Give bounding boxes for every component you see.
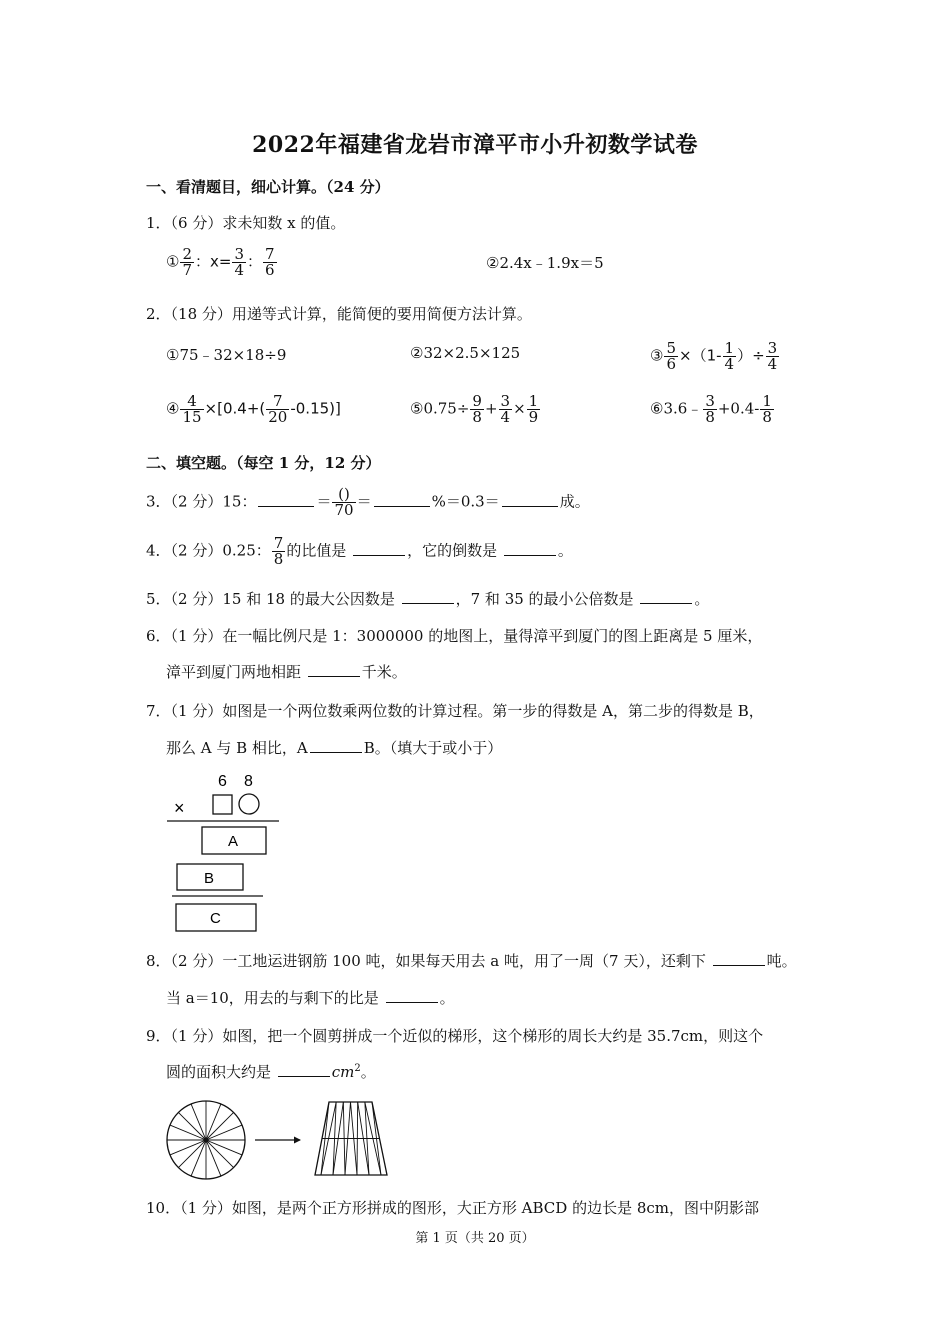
q2-part2: ②32×2.5×125 (410, 344, 521, 362)
circle-to-trapezoid-figure (163, 1093, 395, 1183)
answer-blank[interactable] (386, 987, 438, 1003)
sector-line (178, 1140, 206, 1168)
question-4: 4．（2 分）0.25： $\frac{7}{8}$ 的比值是 ，它的倒数是 。 (146, 534, 573, 568)
question-5: 5．（2 分）15 和 18 的最大公因数是 ，7 和 35 的最小公倍数是 。 (146, 590, 710, 608)
q1-part2: ②2.4x﹣1.9x＝5 (486, 254, 604, 272)
question-6-line1: 6．（1 分）在一幅比例尺是 1：3000000 的地图上，量得漳平到厦门的图上距离是 5 厘米， (146, 627, 763, 645)
answer-blank[interactable] (502, 491, 558, 507)
fraction: $\frac{4}{15}$ (182, 392, 202, 426)
fraction: $\frac{1}{9}$ (528, 392, 539, 426)
fraction: $\frac{3}{4}$ (500, 392, 511, 426)
fraction: $\frac{3}{8}$ (705, 392, 715, 426)
question-6-line2: 漳平到厦门两地相距 千米。 (166, 663, 407, 681)
q2-part4: ④ $\frac{4}{15}$ ×[0.4+( $\frac{7}{20}$ -0.15)] (166, 392, 341, 426)
sector-line (206, 1112, 234, 1140)
fraction: $\frac{3}{4}$ (234, 245, 244, 279)
sector-line (178, 1112, 206, 1140)
answer-blank[interactable] (278, 1061, 330, 1077)
trapezoid-sector-line (357, 1102, 358, 1175)
multiplication-diagram (162, 768, 287, 938)
fraction: $\frac{9}{8}$ (472, 392, 482, 426)
fraction: $\frac{7}{20}$ (268, 392, 288, 426)
digit-8: 8 (244, 773, 253, 790)
q1-p1-label: ① (166, 252, 180, 271)
fraction: $\frac{()}{70}$ (334, 485, 354, 519)
square-digit (213, 795, 232, 814)
fraction: $\frac{3}{4}$ (767, 339, 778, 373)
question-1-text: 1．（6 分）求未知数 x 的值。 (146, 214, 346, 232)
question-9-line2: 圆的面积大约是 $cm^2$。 (166, 1063, 376, 1081)
fraction: $\frac{5}{6}$ (666, 339, 676, 373)
q2-part1: ①75﹣32×18÷9 (166, 346, 287, 364)
question-8-line2: 当 a＝10，用去的与剩下的比是 。 (166, 989, 455, 1007)
question-3: 3．（2 分）15： ＝ $\frac{()}{70}$ ＝ %＝0.3＝ 成。 (146, 485, 590, 519)
q1-part1: ① $\frac{2}{7}$ ：x= $\frac{3}{4}$ ： $\frac{7}{6}$ (166, 245, 275, 279)
label-c: C (210, 910, 221, 927)
label-b: B (204, 870, 215, 887)
q2-part3: ③ $\frac{5}{6}$ ×（1- $\frac{1}{4}$ ）÷ $\frac{3}{4}$ (650, 339, 778, 373)
q2-part6: ⑥3.6﹣ $\frac{3}{8}$ +0.4- $\frac{1}{8}$ (650, 392, 772, 426)
circle-sectors (167, 1101, 245, 1179)
answer-blank[interactable] (353, 540, 405, 556)
circle-digit (239, 794, 259, 814)
answer-blank[interactable] (713, 950, 765, 966)
fraction: $\frac{1}{4}$ (724, 339, 735, 373)
question-7-line1: 7．（1 分）如图是一个两位数乘两位数的计算过程。第一步的得数是 A，第二步的得数是 B， (146, 702, 764, 720)
answer-blank[interactable] (308, 661, 360, 677)
answer-blank[interactable] (310, 737, 362, 753)
arrow-head (294, 1137, 301, 1144)
section-heading-1: 一、看清题目，细心计算。（24 分） (146, 178, 390, 196)
digit-6: 6 (218, 773, 227, 790)
question-2-text: 2．（18 分）用递等式计算，能简便的要用简便方法计算。 (146, 305, 532, 323)
answer-blank[interactable] (504, 540, 556, 556)
question-7-line2: 那么 A 与 B 相比，A B。（填大于或小于） (166, 739, 503, 757)
fraction: $\frac{2}{7}$ (182, 245, 192, 279)
fraction: $\frac{7}{8}$ (273, 534, 284, 568)
trapezoid (315, 1102, 387, 1175)
page-title: 2022年福建省龙岩市漳平市小升初数学试卷 (252, 132, 698, 158)
answer-blank[interactable] (402, 588, 454, 604)
question-10-line1: 10．（1 分）如图，是两个正方形拼成的图形，大正方形 ABCD 的边长是 8cm，图中阴影部 (146, 1199, 760, 1217)
fraction: $\frac{1}{8}$ (762, 392, 772, 426)
question-9-line1: 9．（1 分）如图，把一个圆剪拼成一个近似的梯形，这个梯形的周长大约是 35.7cm，则这个 (146, 1027, 764, 1045)
answer-blank[interactable] (640, 588, 692, 604)
page-footer: 第 1 页（共 20 页） (415, 1231, 535, 1246)
section-heading-2: 二、填空题。（每空 1 分，12 分） (146, 454, 381, 472)
sector-line (206, 1140, 234, 1168)
question-8-line1: 8．（2 分）一工地运进钢筋 100 吨，如果每天用去 a 吨，用了一周（7 天），还剩下 吨。 (146, 952, 797, 970)
q2-part5: ⑤0.75÷ $\frac{9}{8}$ + $\frac{3}{4}$ × $\frac{1}{9}$ (410, 392, 539, 426)
answer-blank[interactable] (258, 491, 314, 507)
times-sign: × (174, 798, 185, 818)
circle-center (204, 1138, 209, 1143)
fraction: $\frac{7}{6}$ (265, 245, 275, 279)
answer-blank[interactable] (374, 491, 430, 507)
label-a: A (228, 833, 239, 850)
